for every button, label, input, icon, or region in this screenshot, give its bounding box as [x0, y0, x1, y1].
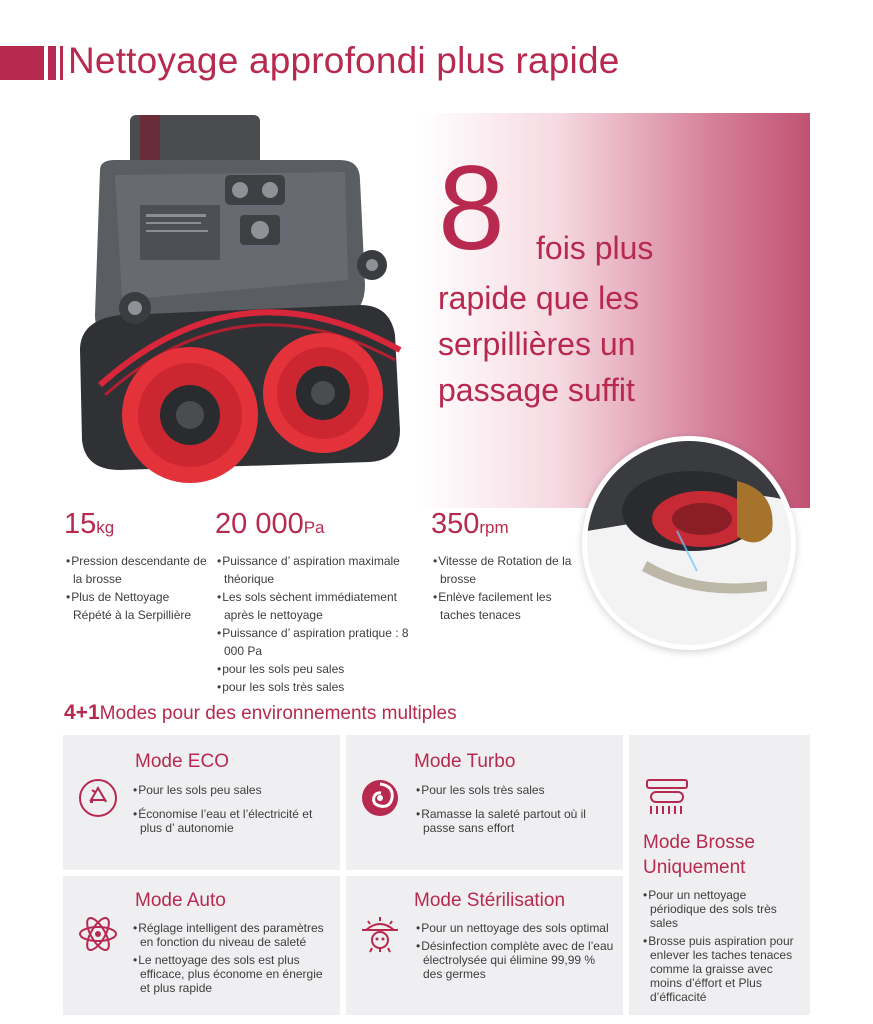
stat-rpm: 350rpm [431, 508, 509, 540]
header-accent-line [60, 46, 63, 80]
stat-suction-list [215, 552, 420, 696]
cleaner-head-image [60, 110, 430, 490]
stat-weight: 15kg [64, 508, 115, 540]
list-item: • Pour un nettoyage des sols optimal [416, 921, 616, 935]
list-item: • pour les sols peu sales [215, 660, 420, 678]
list-item: • Puissance d’ aspiration pratique : 8 000 Pa [215, 624, 420, 660]
list-item: • Pression descendante de la brosse [64, 552, 209, 588]
atom-icon [78, 914, 118, 954]
list-item: • Ramasse la saleté partout où il passe sans effort [416, 807, 611, 835]
mode-brush-title-1: Mode Brosse [643, 832, 755, 853]
list-item: • Puissance d’ aspiration maximale théorique [215, 552, 420, 588]
list-item: • Vitesse de Rotation de la brosse [431, 552, 586, 588]
list-item: • Les sols sèchent immédiatement après le nettoyage [215, 588, 420, 624]
mode-auto-title: Mode Auto [135, 890, 226, 911]
page-title: Nettoyage approfondi plus rapide [68, 40, 620, 81]
stat-suction: 20 000Pa [215, 508, 325, 540]
list-item: • Enlève facilement les taches tenaces [431, 588, 586, 624]
list-item: • Pour les sols très sales [416, 783, 611, 797]
mode-brush-title-2: Uniquement [643, 857, 746, 878]
list-item: • Brosse puis aspiration pour enlever les taches tenaces comme la graisse avec moins d’éffort et Plus d’éfficacité [643, 934, 803, 1004]
recycle-icon [78, 778, 118, 818]
hero-line-1: fois plus [536, 230, 654, 266]
hero-number: 8 [438, 141, 505, 275]
list-item: • Désinfection complète avec de l’eau électrolysée qui élimine 99,99 % des germes [416, 939, 616, 981]
mode-turbo-list [416, 783, 611, 845]
mode-eco-list [133, 783, 328, 845]
list-item: • Pour les sols peu sales [133, 783, 328, 797]
stat-rpm-list [431, 552, 586, 624]
list-item: • Réglage intelligent des paramètres en fonction du niveau de saleté [133, 921, 333, 949]
header-accent-stripe [48, 46, 56, 80]
stat-weight-list [64, 552, 209, 624]
mode-sterilisation-title: Mode Stérilisation [414, 890, 566, 911]
modes-heading: 4+1Modes pour des environnements multiples [64, 701, 457, 724]
swirl-icon [360, 778, 400, 818]
mode-auto-list [133, 921, 333, 999]
hero-line-2: rapide que les [438, 280, 640, 316]
mode-turbo-title: Mode Turbo [414, 751, 516, 772]
list-item: • Économise l’eau et l’électricité et plus d’ autonomie [133, 807, 328, 835]
virus-shield-icon [360, 914, 400, 954]
hero-line-3: serpillières un [438, 326, 636, 362]
mode-eco-title: Mode ECO [135, 751, 229, 772]
list-item: • pour les sols très sales [215, 678, 420, 696]
brush-closeup-photo [582, 436, 796, 650]
header-accent-block [0, 46, 44, 80]
hero-line-4: passage suffit [438, 372, 635, 408]
list-item: • Pour un nettoyage périodique des sols très sales [643, 888, 803, 930]
list-item: • Plus de Nettoyage Répété à la Serpillière [64, 588, 209, 624]
brush-roller-icon [643, 776, 691, 820]
mode-sterilisation-list [416, 921, 616, 985]
list-item: • Le nettoyage des sols est plus efficace, plus économe en énergie et plus rapide [133, 953, 333, 995]
mode-brush-list [643, 888, 803, 1008]
